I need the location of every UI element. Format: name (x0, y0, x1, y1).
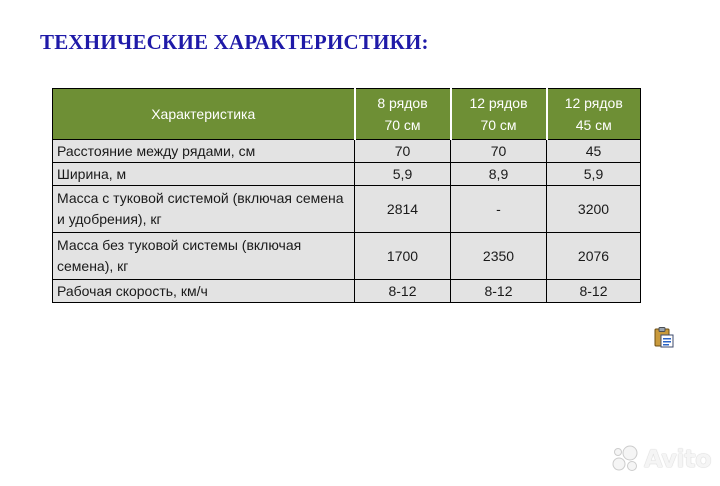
table-header-row (53, 89, 641, 140)
row-label: Ширина, м (53, 163, 355, 186)
row-label: Рабочая скорость, км/ч (53, 280, 355, 303)
row-value: 70 (355, 140, 451, 163)
header-col-12-rows-70 (451, 89, 547, 140)
header-col-line2: 45 см (575, 117, 612, 133)
watermark-text: Avito (644, 445, 712, 473)
header-col-line1: 12 рядов (564, 95, 623, 111)
row-value: 2350 (451, 233, 547, 280)
row-label: Масса без туковой системы (включая семена), кг (53, 233, 355, 280)
row-value: 1700 (355, 233, 451, 280)
header-col-8-rows-70 (355, 89, 451, 140)
row-value: 2814 (355, 186, 451, 233)
table-row (53, 233, 641, 280)
table-row (53, 163, 641, 186)
row-value: 5,9 (547, 163, 641, 186)
page-title: ТЕХНИЧЕСКИЕ ХАРАКТЕРИСТИКИ: (40, 30, 429, 54)
row-value: 8-12 (547, 280, 641, 303)
table-row (53, 280, 641, 303)
specs-table (52, 88, 641, 303)
header-col-line2: 70 см (384, 117, 421, 133)
table-row (53, 140, 641, 163)
clipboard-paste-icon[interactable] (653, 326, 675, 348)
row-label: Расстояние между рядами, см (53, 140, 355, 163)
header-col-12-rows-45 (547, 89, 641, 140)
row-value: 8,9 (451, 163, 547, 186)
row-label: Масса с туковой системой (включая семена и удобрения), кг (53, 186, 355, 233)
header-characteristic: Характеристика (53, 89, 355, 140)
avito-logo-icon (610, 444, 640, 474)
row-value: 8-12 (355, 280, 451, 303)
row-value: - (451, 186, 547, 233)
row-value: 5,9 (355, 163, 451, 186)
header-col-line2: 70 см (480, 117, 517, 133)
table-row (53, 186, 641, 233)
row-value: 3200 (547, 186, 641, 233)
row-value: 45 (547, 140, 641, 163)
header-col-line1: 8 рядов (377, 95, 428, 111)
row-value: 70 (451, 140, 547, 163)
header-col-line1: 12 рядов (469, 95, 528, 111)
row-value: 2076 (547, 233, 641, 280)
row-value: 8-12 (451, 280, 547, 303)
avito-watermark (610, 444, 711, 474)
